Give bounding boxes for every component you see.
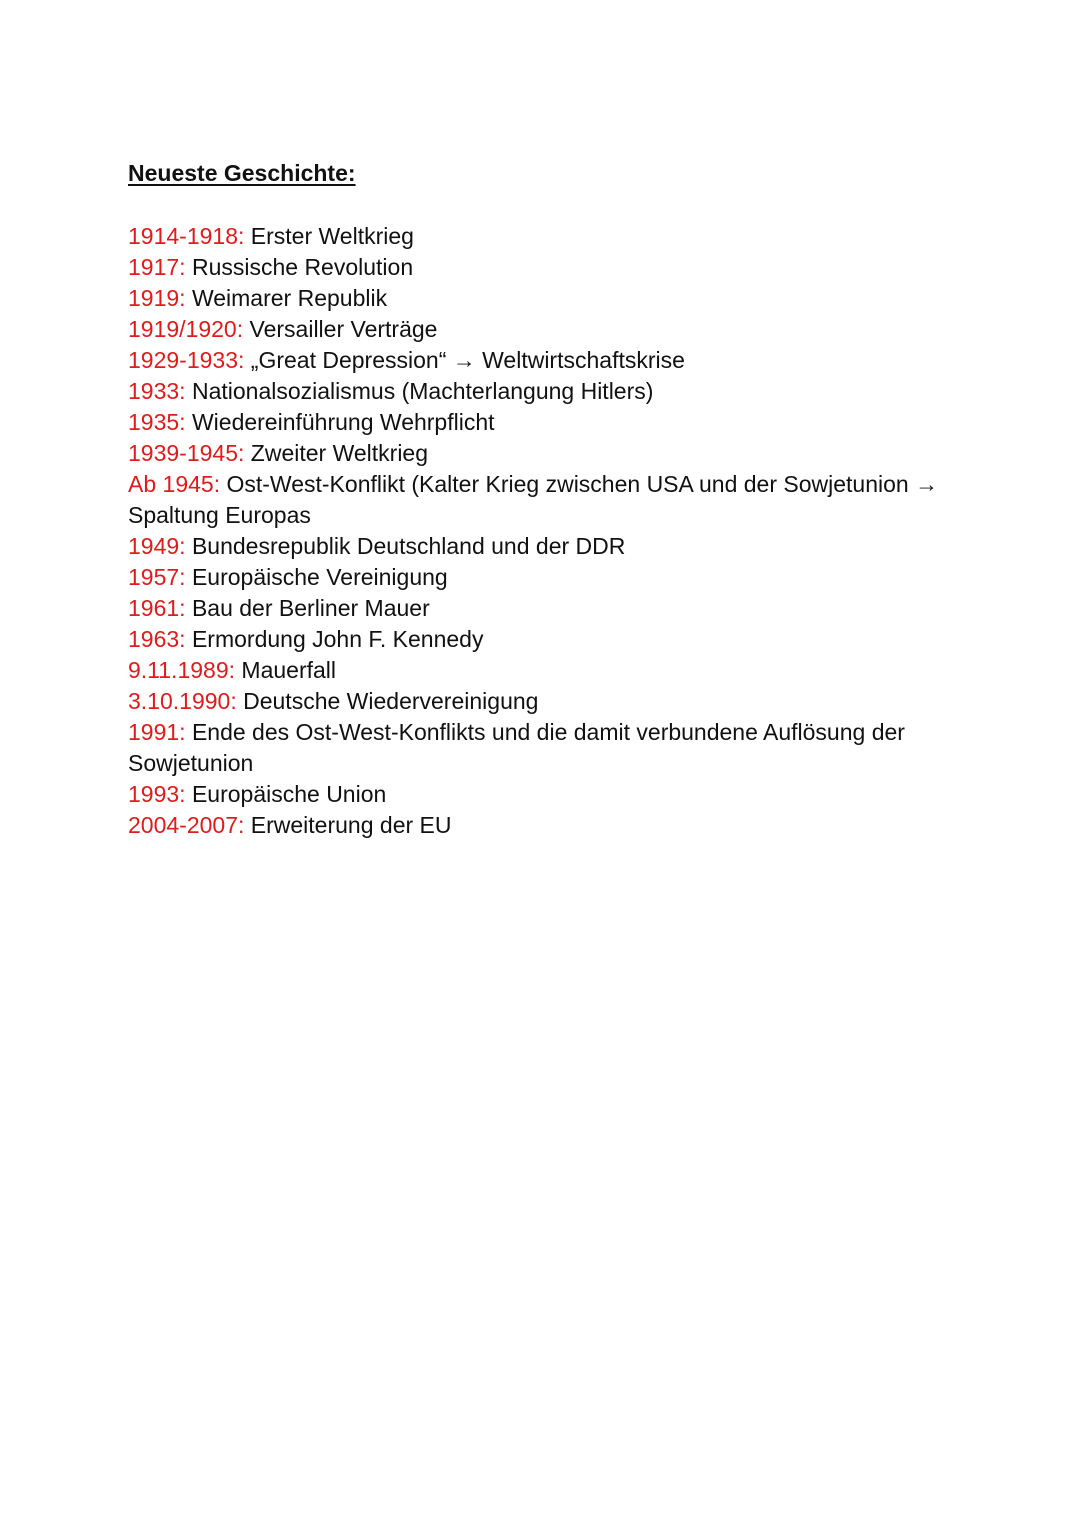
entry-date: 2004-2007: [128,812,245,838]
timeline-entry [128,283,958,314]
entry-text: Bundesrepublik Deutschland und der DDR [191,533,626,559]
entry-date: 1961: [128,595,186,621]
timeline-entry [128,407,958,438]
timeline-entry [128,221,958,252]
entry-text: Erweiterung der EU [250,812,452,838]
entry-date: 1929-1933: [128,347,245,373]
timeline-entry [128,624,958,655]
page-title: Neueste Geschichte: [128,160,356,186]
entry-date: 1991: [128,719,186,745]
entry-text: Versailler Verträge [249,316,438,342]
entry-text: Ost-West-Konflikt (Kalter Krieg zwischen USA und der Sowjetunion → Spaltung Europas [128,471,939,528]
timeline-entry [128,810,958,841]
entry-date: 1993: [128,781,186,807]
entry-date: 1917: [128,254,186,280]
entry-date: 3.10.1990: [128,688,237,714]
entry-text: Mauerfall [241,657,337,683]
entry-text: Deutsche Wiedervereinigung [243,688,539,714]
timeline-entry [128,717,958,779]
timeline-entry [128,562,958,593]
entry-text: Nationalsozialismus (Machterlangung Hitlers) [191,378,654,404]
entry-date: 1963: [128,626,186,652]
entry-text: Europäische Vereinigung [191,564,448,590]
entry-date: 1939-1945: [128,440,245,466]
timeline-entry [128,469,958,531]
entry-date: 1919/1920: [128,316,244,342]
timeline-entry [128,655,958,686]
timeline-list [128,221,958,841]
entry-text: Erster Weltkrieg [250,223,414,249]
entry-text: Weimarer Republik [191,285,388,311]
entry-date: 1914-1918: [128,223,245,249]
entry-text: Zweiter Weltkrieg [250,440,429,466]
entry-date: 1935: [128,409,186,435]
timeline-entry [128,314,958,345]
entry-date: 1949: [128,533,186,559]
entry-text: Wiedereinführung Wehrpflicht [191,409,495,435]
entry-text: Bau der Berliner Mauer [191,595,430,621]
timeline-entry [128,438,958,469]
timeline-entry [128,345,958,376]
timeline-entry [128,686,958,717]
entry-text: Europäische Union [191,781,387,807]
timeline-entry [128,376,958,407]
timeline-entry [128,779,958,810]
entry-date: Ab 1945: [128,471,221,497]
entry-text: Russische Revolution [191,254,414,280]
entry-date: 9.11.1989: [128,657,236,683]
entry-text: „Great Depression“ → Weltwirtschaftskrise [250,347,685,373]
timeline-entry [128,252,958,283]
entry-date: 1957: [128,564,186,590]
entry-date: 1933: [128,378,186,404]
timeline-entry [128,593,958,624]
entry-text: Ende des Ost-West-Konflikts und die damit verbundene Auflösung der Sowjetunion [128,719,905,776]
timeline-entry [128,531,958,562]
entry-text: Ermordung John F. Kennedy [191,626,484,652]
entry-date: 1919: [128,285,186,311]
